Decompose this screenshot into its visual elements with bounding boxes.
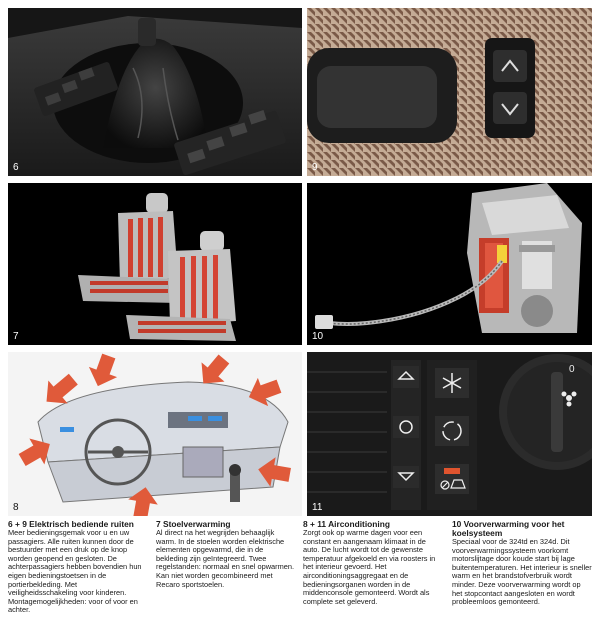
snowflake-icon [435, 368, 469, 398]
heated-seats-illustration [8, 183, 302, 345]
ac-button-recirculate [393, 416, 419, 438]
caption-title: 10 Voorverwarming voor het koelsysteem [452, 519, 565, 538]
photo-engine-preheater [307, 183, 592, 345]
ac-button-vent-down [393, 466, 419, 488]
caption-body: Al direct na het wegrijden behaaglijk warm. In de stoelen worden elektrische elementen opgewarmd, die in de bekleding zijn geïntegreerd. Twee regelstanden: normaal en snel opwarmen. Kan niet worden gecombineerd met Recaro sportstoelen. [156, 528, 295, 589]
knob-zero-label: 0 [569, 364, 575, 375]
photo-heated-seats [8, 183, 302, 345]
plug-icon [315, 315, 333, 329]
caption-title: 6 + 9 Elektrisch bediende ruiten [8, 519, 134, 529]
photo-dashboard-airflow [8, 352, 302, 516]
ac-panel-illustration [307, 352, 592, 516]
caption-body: Meer bedieningsgemak voor u en uw passagiers. Alle ruiten kunnen door de bestuurder met een druk op de knop worden geopend en gesloten. De achterpassagiers hebben bovendien hun eigen bedieningstoetsen in de portierbekleding. Met veiligheidsschakeling voor kinderen. Montagemogelijkheden: voor of voor en achter. [8, 528, 142, 615]
caption-coolant-preheating [452, 520, 592, 607]
photo-number: 10 [312, 331, 324, 342]
photo-ac-controls [307, 352, 592, 516]
rear-defrost-icon [435, 464, 469, 494]
caption-title: 8 + 11 Airconditioning [303, 519, 390, 529]
photo-number: 8 [13, 502, 19, 513]
engine-cutaway-illustration [307, 183, 592, 345]
caption-title: 7 Stoelverwarming [156, 519, 231, 529]
photo-window-switches-console [8, 8, 302, 176]
caption-window-controls [8, 520, 148, 615]
dashboard-airflow-illustration [8, 352, 302, 516]
caption-body: Speciaal voor de 324td en 324d. Dit voorverwarmingssysteem voorkomt motorslijtage door koude start bij lage buitentemperaturen. Het interieur is sneller warm en het brandstofverbruik wordt minder. Deze voorverwarming wordt op het stopcontact aangesloten en wordt probleemloos gemonteerd. [452, 537, 592, 607]
photo-number: 11 [312, 502, 323, 513]
photo-door-window-switches [307, 8, 592, 176]
photo-number: 9 [312, 162, 318, 173]
door-panel-illustration [307, 8, 592, 176]
circulation-icon [435, 416, 469, 446]
gear-console-illustration [8, 8, 302, 176]
seat-left [78, 193, 178, 303]
gear-lever [230, 472, 240, 502]
caption-body: Zorgt ook op warme dagen voor een constant en aangenaam klimaat in de auto. De lucht wordt tot de gewenste temperatuur afgekoeld en via roosters in het interieur gevoerd. Het airconditioningsaggregaat en de bedieningsorganen worden in de middenconsole gemonteerd. Wordt als complete set geleverd. [303, 528, 436, 606]
photo-number: 7 [13, 331, 19, 342]
caption-air-conditioning [303, 520, 443, 606]
ac-button-vent-up [393, 366, 419, 388]
photo-number: 6 [13, 162, 19, 173]
caption-seat-heating [156, 520, 296, 589]
